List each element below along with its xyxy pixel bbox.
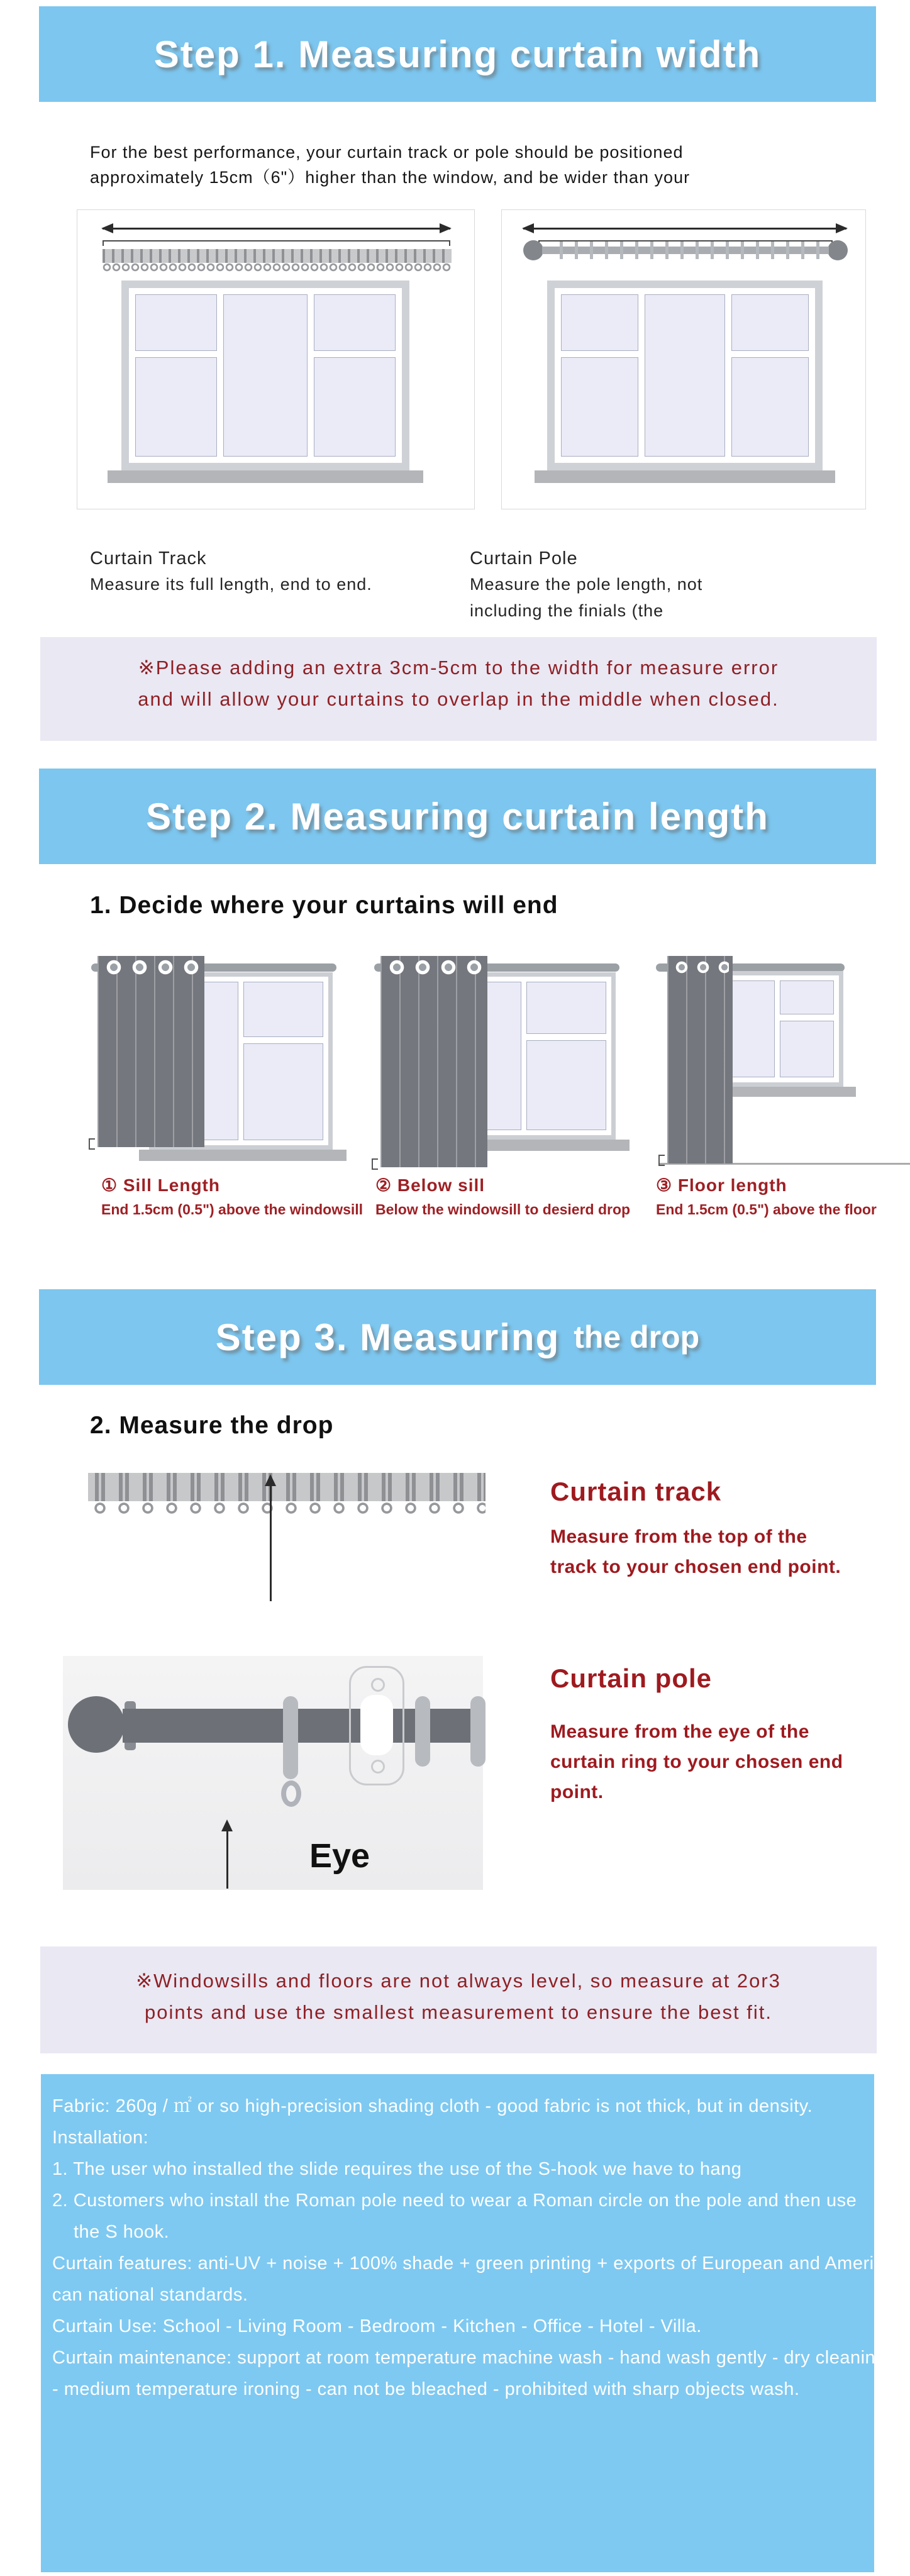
width-note [40, 637, 877, 741]
window-illustration [121, 280, 409, 470]
curtain-rings [552, 242, 820, 259]
curtain-track-diagram [77, 209, 475, 509]
pole-desc-line3: point. [550, 1782, 604, 1802]
bracket-screw-hole [371, 1760, 385, 1774]
curtain-panel [380, 956, 487, 1167]
pole-finial-left [523, 240, 543, 260]
step1-intro [90, 140, 690, 190]
pole-desc-line2: curtain ring to your chosen end [550, 1752, 843, 1772]
curtain-ring-with-eye [283, 1696, 298, 1779]
details-line: Curtain maintenance: support at room temperature machine wash - hand wash gently - dry cleaning [52, 2348, 886, 2368]
window-column [135, 294, 217, 457]
window-column [780, 980, 834, 1077]
pole-desc-line1: Measure from the eye of the [550, 1721, 809, 1742]
intro-line-1: For the best performance, your curtain track or pole should be positioned [90, 143, 684, 162]
eye-label: Eye [309, 1837, 370, 1875]
curtain-ring [470, 1696, 486, 1767]
curtain-pole-diagram [501, 209, 866, 509]
measure-mark [89, 1138, 95, 1150]
step3-title: Step 3. Measuring [215, 1316, 560, 1358]
step2-banner [39, 769, 876, 864]
window-pane [561, 357, 638, 457]
width-note-line2: and will allow your curtains to overlap in the middle when closed. [138, 688, 779, 710]
width-note-line1: ※Please adding an extra 3cm-5cm to the width for measure error [138, 657, 779, 679]
pole-finial [68, 1696, 125, 1753]
step3-title-sub: the drop [574, 1319, 700, 1355]
width-double-arrow-icon [103, 228, 450, 230]
measure-mark [372, 1158, 378, 1170]
window-pane [243, 982, 323, 1037]
window-pane [314, 294, 396, 351]
window-illustration [547, 280, 823, 470]
window-pane [135, 294, 217, 351]
step3-heading: 2. Measure the drop [90, 1412, 334, 1439]
step1-title: Step 1. Measuring curtain width [153, 33, 762, 75]
up-arrow-icon [226, 1831, 228, 1889]
window-column [526, 982, 606, 1130]
intro-line-2: approximately 15cm（6"）higher than the window, and be wider than your [90, 168, 691, 187]
option2-desc: Below the windowsill to desierd drop [375, 1201, 631, 1218]
details-line: 2. Customers who install the Roman pole need to wear a Roman circle on the pole and then use [52, 2190, 857, 2211]
window-pane [135, 357, 217, 457]
option3-desc: End 1.5cm (0.5") above the floor [656, 1201, 877, 1218]
measure-mark [658, 1155, 665, 1166]
window-column [561, 294, 638, 457]
up-arrow-icon [270, 1485, 272, 1601]
window-pane [526, 982, 606, 1034]
details-line: - medium temperature ironing - can not be bleached - prohibited with sharp objects wash. [52, 2379, 800, 2399]
track-glider-eyes [88, 1501, 486, 1517]
option3-label: ③ Floor length [656, 1175, 787, 1195]
level-note-line2: points and use the smallest measurement to ensure the best fit. [145, 2001, 772, 2023]
track-desc-line1: Measure from the top of the [550, 1526, 807, 1547]
curtain-track-strip [88, 1473, 486, 1501]
window-frame [129, 288, 402, 463]
pole-title: Curtain pole [550, 1663, 713, 1693]
curtain-track-caption: Measure its full length, end to end. [90, 575, 372, 594]
curtain-track-strip [103, 249, 452, 263]
details-line: Installation: [52, 2128, 149, 2148]
curtain-pole-caption-line2: including the finials (the [470, 601, 664, 620]
floor-length-diagram [656, 955, 895, 1219]
step2-heading: 1. Decide where your curtains will end [90, 892, 558, 919]
curtain-pole-caption-line1: Measure the pole length, not [470, 575, 703, 594]
curtain-track-label: Curtain Track [90, 548, 207, 569]
track-description [550, 1522, 841, 1582]
step2-title: Step 2. Measuring curtain length [146, 795, 769, 838]
window-sill [108, 470, 423, 483]
level-note [40, 1946, 877, 2053]
track-title: Curtain track [550, 1477, 722, 1506]
window-column [731, 294, 809, 457]
details-line: Curtain features: anti-UV + noise + 100% shade + green printing + exports of European and Ameri- [52, 2253, 880, 2273]
details-line: the S hook. [74, 2222, 170, 2242]
level-note-line1: ※Windowsills and floors are not always level, so measure at 2or3 [136, 1970, 781, 1992]
window-column [223, 294, 308, 457]
bracket-plate [360, 1695, 393, 1755]
window-sill [535, 470, 835, 483]
track-desc-line2: track to your chosen end point. [550, 1557, 841, 1577]
window-sill [139, 1150, 347, 1161]
window-column [243, 982, 323, 1140]
window-pane [780, 1021, 834, 1077]
curtain-panel [667, 956, 733, 1163]
pole-description [550, 1717, 843, 1807]
window-pane [223, 294, 308, 457]
below-sill-diagram [374, 955, 631, 1219]
width-double-arrow-icon [523, 228, 846, 230]
window-pane [731, 294, 809, 351]
grommets [384, 958, 484, 976]
ring-eye [281, 1780, 301, 1807]
grommets [101, 958, 201, 976]
window-pane [561, 294, 638, 351]
option2-label: ② Below sill [375, 1175, 486, 1195]
curtain-panel [97, 956, 204, 1147]
window-pane [526, 1040, 606, 1130]
track-glider-eyes [103, 263, 452, 272]
curtain-ring [415, 1696, 430, 1767]
details-line: 1. The user who installed the slide requires the use of the S-hook we have to hang [52, 2159, 742, 2179]
details-line: can national standards. [52, 2285, 248, 2305]
product-details-panel [41, 2074, 886, 2572]
window-pane [645, 294, 725, 457]
curtain-pole-closeup [63, 1656, 483, 1890]
window-pane [780, 980, 834, 1014]
details-line: Fabric: 260g / ㎡ or so high-precision shading cloth - good fabric is not thick, but in density. [52, 2096, 813, 2116]
step3-banner [39, 1289, 876, 1385]
curtain-pole-label: Curtain Pole [470, 548, 578, 569]
details-line: Curtain Use: School - Living Room - Bedroom - Kitchen - Office - Hotel - Villa. [52, 2316, 702, 2336]
sill-length-diagram [91, 955, 363, 1219]
option1-desc: End 1.5cm (0.5") above the windowsill [101, 1201, 363, 1218]
option1-label: ① Sill Length [101, 1175, 220, 1195]
grommets [671, 958, 729, 976]
measure-bracket [103, 240, 450, 246]
window-column [314, 294, 396, 457]
window-pane [243, 1043, 323, 1140]
window-pane [314, 357, 396, 457]
window-frame [555, 288, 815, 463]
bracket-screw-hole [371, 1678, 385, 1692]
window-column [645, 294, 725, 457]
pole-finial-right [828, 240, 848, 260]
window-pane [731, 357, 809, 457]
step1-banner [39, 6, 876, 102]
